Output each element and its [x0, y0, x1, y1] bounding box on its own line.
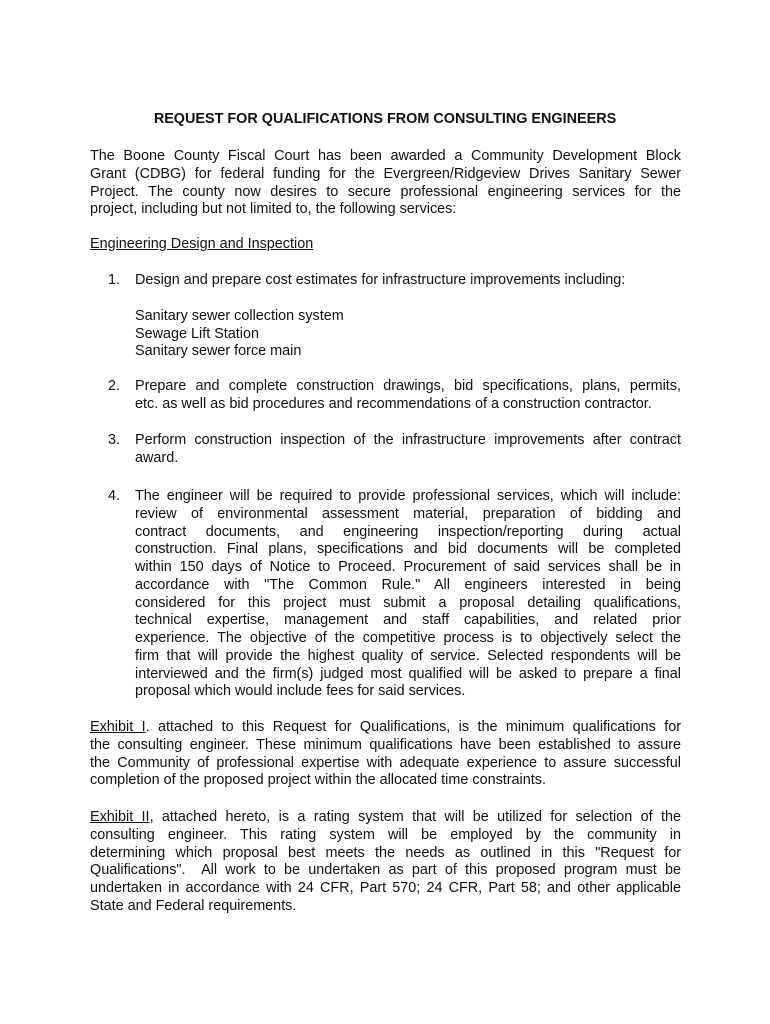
- text-line: experience. The objective of the competitive process is to objectively select the: [135, 630, 681, 646]
- text-line: the Community of professional expertise with adequate experience to assure successful: [90, 754, 681, 771]
- text-line: interviewed and the firm(s) judged most qualified will be asked to prepare a final: [135, 665, 681, 682]
- list-number: 4.: [108, 488, 121, 504]
- text-line: Design and prepare cost estimates for infrastructure improvements including:: [135, 272, 626, 288]
- text-line: accordance with "The Common Rule." All engineers interested in being: [135, 576, 681, 593]
- text-line: construction. Final plans, specifications and bid documents will be completed: [135, 541, 681, 558]
- text-line: The Boone County Fiscal Court has been awarded a Community Development Block: [90, 148, 681, 164]
- sub-item: Sanitary sewer collection system: [135, 308, 344, 324]
- text-line: the consulting engineer. These minimum qualifications have been established to assure: [90, 736, 681, 753]
- text-line: firm that will provide the highest quality of service. Selected respondents will be: [135, 647, 681, 664]
- text-line: review of environmental assessment material, preparation of bidding and: [135, 505, 681, 522]
- text-line: consulting engineer. This rating system will be employed by the community in: [90, 826, 681, 843]
- exhibit-2-paragraph: [90, 809, 681, 916]
- section-heading-text: Engineering Design and Inspection: [90, 236, 314, 252]
- section-heading: [90, 236, 681, 254]
- list-number: 2.: [108, 378, 121, 394]
- text-line: State and Federal requirements.: [90, 897, 297, 914]
- text-span: . attached to this Request for Qualifications, is the minimum qualifications for: [145, 719, 681, 735]
- text-line: etc. as well as bid procedures and recommendations of a construction contractor.: [135, 395, 652, 412]
- intro-paragraph: [90, 148, 681, 219]
- exhibit-1-paragraph: [90, 719, 681, 790]
- text-line: Project. The county now desires to secure professional engineering services for the: [90, 183, 681, 200]
- text-line: technical expertise, management and staff capabilities, and related prior: [135, 612, 681, 629]
- text-line: considered for this project must submit a proposal detailing qualifications,: [135, 594, 681, 611]
- document-title: REQUEST FOR QUALIFICATIONS FROM CONSULTING ENGINEERS: [153, 111, 617, 127]
- text-line: The engineer will be required to provide professional services, which will include:: [135, 488, 681, 504]
- text-line: Grant (CDBG) for federal funding for the Evergreen/Ridgeview Drives Sanitary Sewer: [90, 165, 681, 182]
- list-item-4: [108, 488, 681, 701]
- list-number: 1.: [108, 272, 121, 288]
- text-line: project, including but not limited to, the following services:: [90, 201, 457, 218]
- text-line: proposal which would include fees for said services.: [135, 683, 466, 700]
- text-line: undertaken in accordance with 24 CFR, Part 570; 24 CFR, Part 58; and other applicable: [90, 880, 681, 896]
- text-line: [90, 719, 681, 737]
- text-line: award.: [135, 449, 179, 466]
- text-line: [90, 809, 681, 827]
- text-line: Prepare and complete construction drawings, bid specifications, plans, permits,: [135, 378, 681, 394]
- list-number: 3.: [108, 432, 121, 448]
- list-item-3: [108, 432, 681, 468]
- text-line: contract documents, and engineering inspection/reporting during actual: [135, 523, 681, 540]
- text-span: , attached hereto, is a rating system that will be utilized for selection of the: [149, 809, 681, 825]
- exhibit-2-link: Exhibit II: [90, 809, 150, 825]
- list-item-1: [108, 272, 681, 290]
- list-item-2: [108, 378, 681, 414]
- sub-item-list: [135, 308, 344, 361]
- sub-item: Sewage Lift Station: [135, 325, 259, 342]
- text-line: completion of the proposed project within the allocated time constraints.: [90, 772, 546, 789]
- text-line: determining which proposal best meets the needs as outlined in this "Request for: [90, 844, 681, 861]
- exhibit-1-link: Exhibit I: [90, 719, 146, 735]
- text-line: Qualifications". All work to be undertaken as part of this proposed program must be: [90, 862, 681, 879]
- text-line: within 150 days of Notice to Proceed. Procurement of said services shall be in: [135, 559, 681, 575]
- sub-item: Sanitary sewer force main: [135, 343, 302, 360]
- text-line: Perform construction inspection of the infrastructure improvements after contract: [135, 432, 681, 448]
